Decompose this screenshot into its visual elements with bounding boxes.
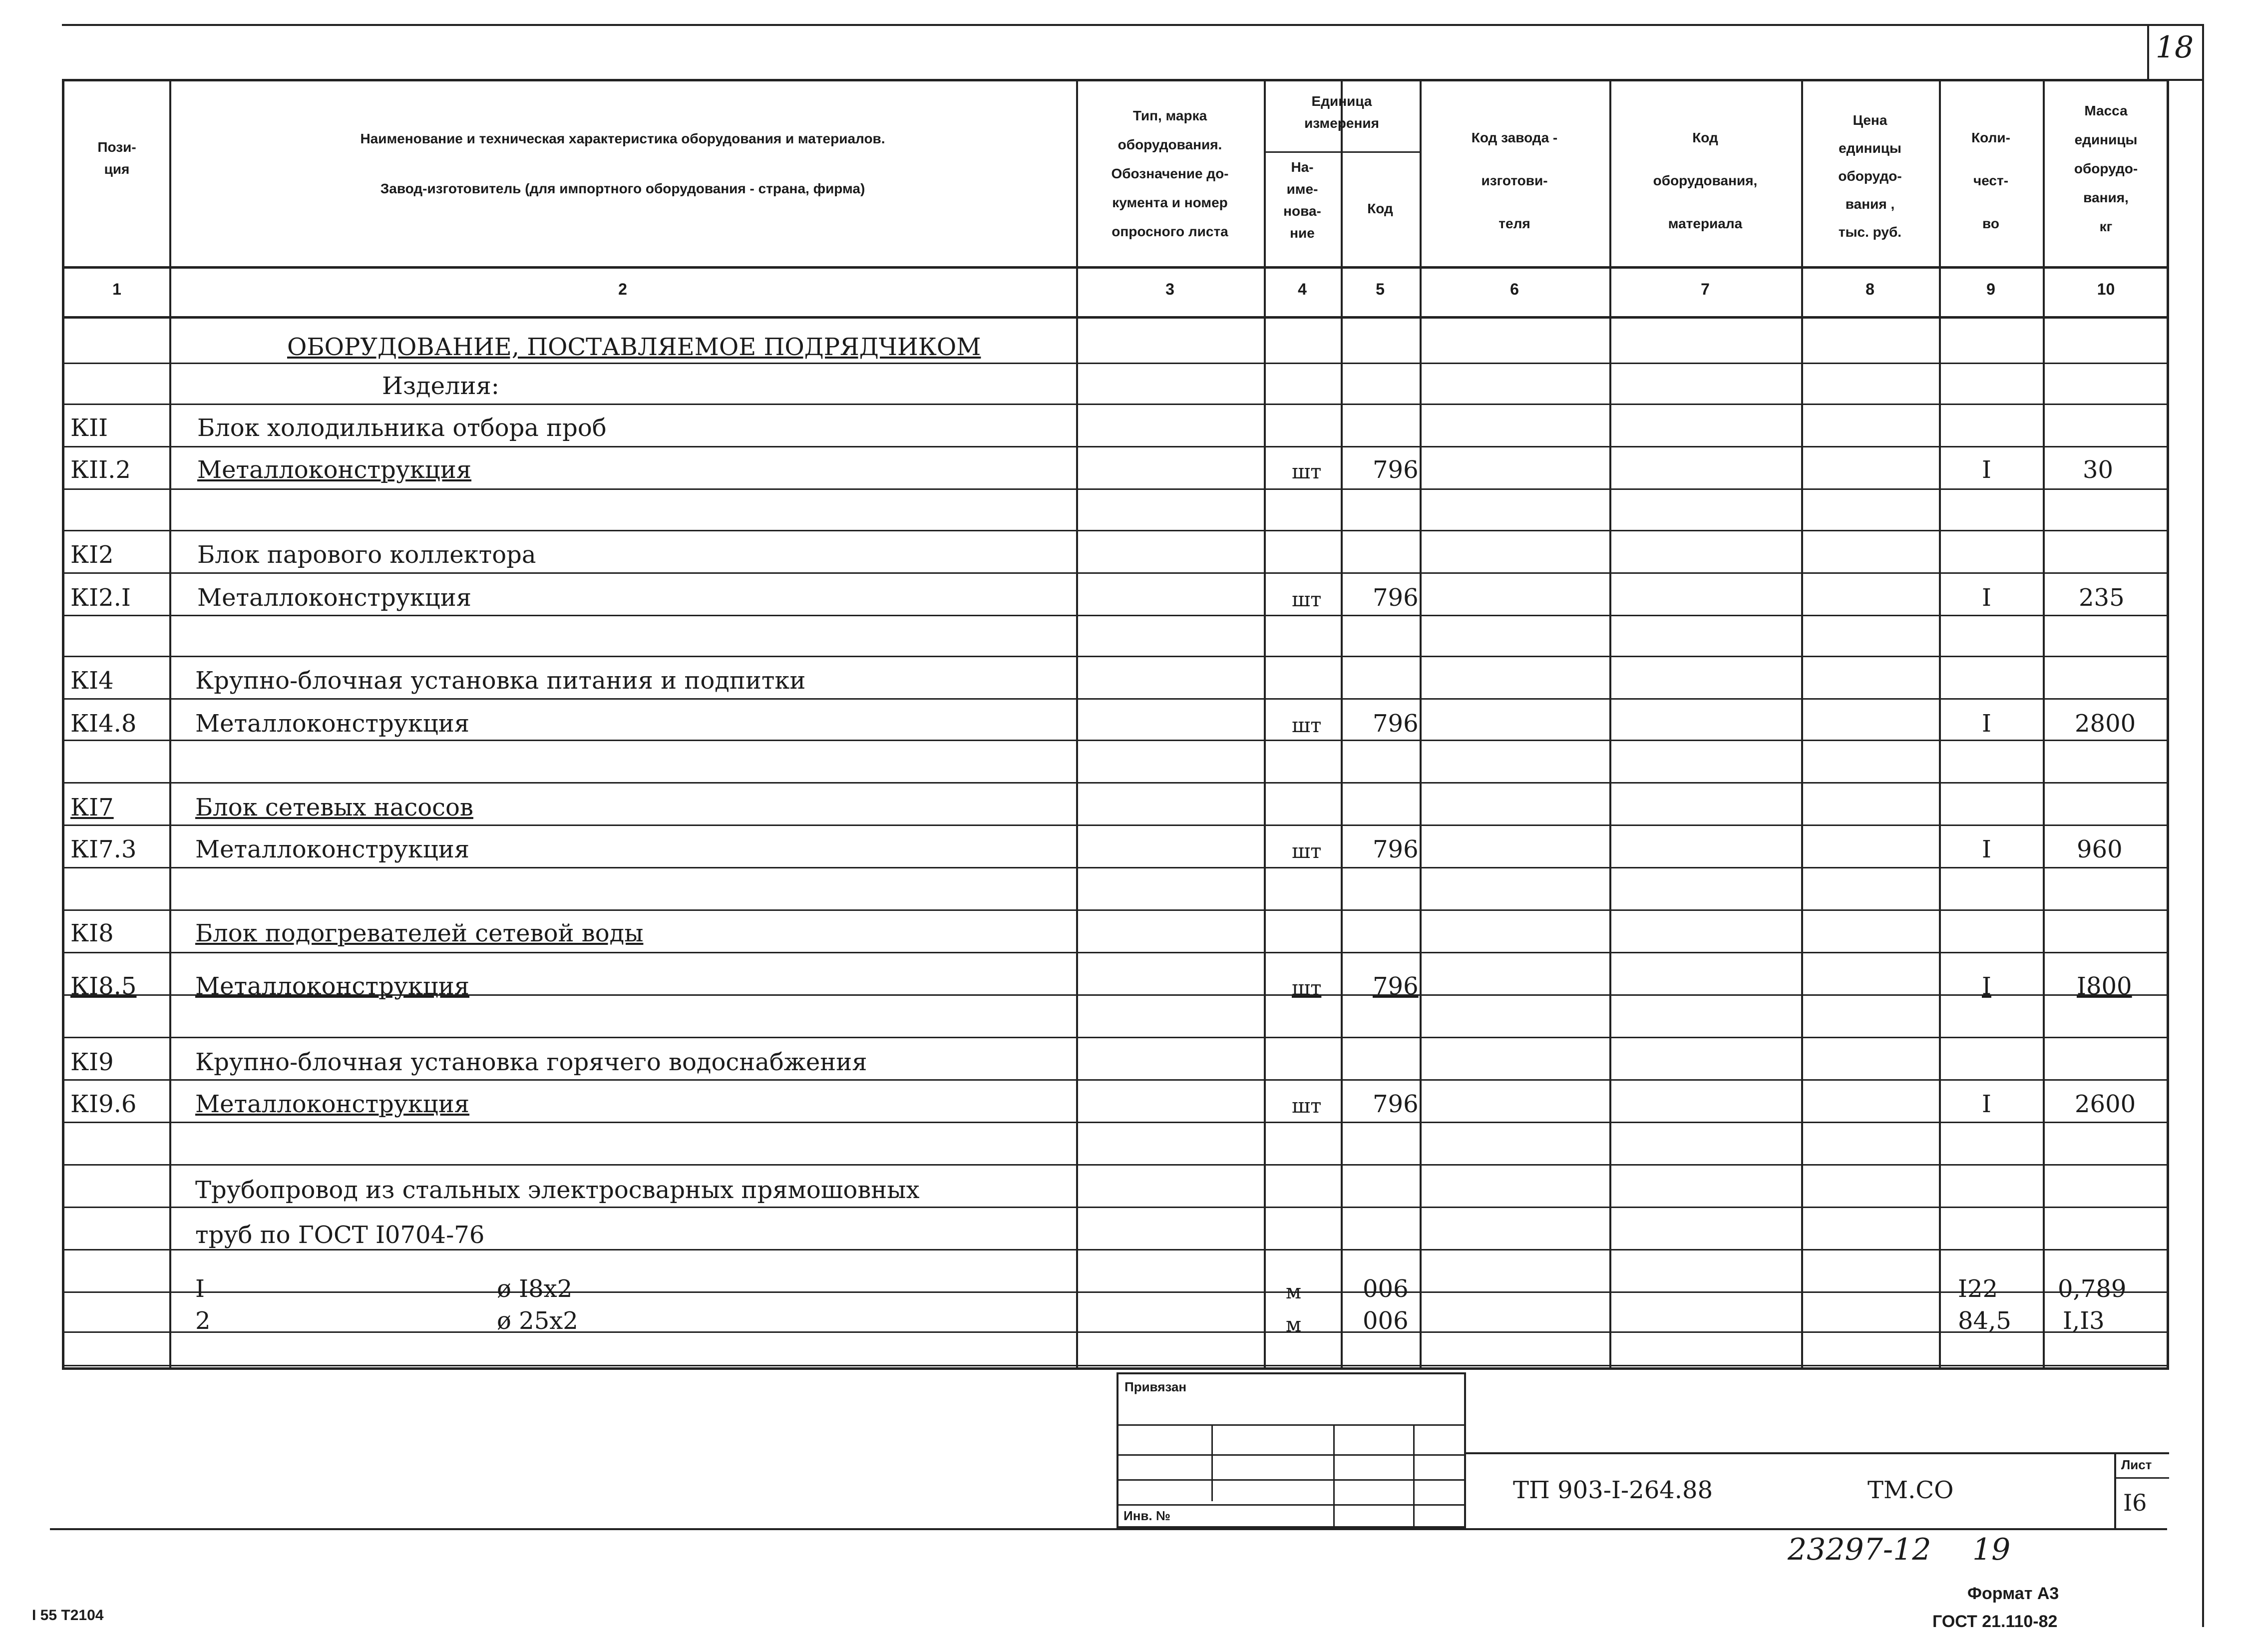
row-mass: 2800 — [2075, 710, 2136, 738]
col-number: 5 — [1376, 280, 1385, 298]
col-number: 9 — [1986, 280, 1995, 298]
row-line — [64, 1164, 2167, 1166]
header-maker-code: Код завода - изготови- теля — [1471, 130, 1558, 231]
row-position: КI9 — [70, 1048, 114, 1076]
row-name: Металлоконструкция — [195, 1090, 470, 1118]
stamp-vline — [1333, 1424, 1335, 1526]
row-unit: шт — [1292, 460, 1322, 483]
row-line — [64, 867, 2167, 868]
row-name: Металлоконструкция — [195, 972, 470, 1000]
stamp-line — [1119, 1424, 1464, 1426]
stamp-vline — [1211, 1424, 1213, 1501]
row-line — [64, 446, 2167, 447]
pipe-title-line1: Трубопровод из стальных электросварных прямошовных — [195, 1176, 920, 1204]
col-line — [1076, 81, 1078, 1367]
row-name: Блок сетевых насосов — [195, 794, 473, 822]
row-line — [64, 952, 2167, 953]
pipe-unit: м — [1286, 1280, 1302, 1303]
row-name: Металлоконструкция — [197, 456, 472, 484]
col-number: 8 — [1866, 280, 1874, 298]
row-line — [64, 530, 2167, 531]
unit-header-line — [1264, 151, 1420, 153]
header-price: Цена единицы оборудо- вания , тыс. руб. — [1838, 112, 1902, 240]
row-line — [64, 1291, 2167, 1293]
row-name: Металлоконструкция — [195, 835, 470, 863]
row-line — [64, 363, 2167, 364]
stamp-line — [1119, 1479, 1464, 1481]
pipe-mass: 0,789 — [2058, 1275, 2127, 1303]
doc-mark: ТМ.СО — [1868, 1476, 1954, 1504]
header-unit: Единица измерения — [1304, 93, 1379, 131]
corner-sheet-number: 18 — [2155, 30, 2194, 65]
header-unit-code: Код — [1367, 201, 1393, 216]
row-name: Металлоконструкция — [195, 710, 470, 738]
row-unit: шт — [1292, 977, 1322, 1000]
pipe-mass: I,I3 — [2063, 1307, 2105, 1335]
col-number: 10 — [2097, 280, 2115, 298]
handwritten-page: 19 — [1972, 1532, 2011, 1567]
col-number: 4 — [1298, 280, 1307, 298]
row-position: КI8 — [70, 919, 114, 947]
row-name: Блок парового коллектора — [197, 541, 536, 569]
row-unit: шт — [1292, 840, 1322, 863]
row-position: КI4.8 — [70, 710, 137, 738]
pipe-unit: м — [1286, 1313, 1302, 1336]
specification-table — [62, 79, 2169, 1370]
row-position: КII.2 — [70, 456, 131, 484]
row-code: 796 — [1373, 1090, 1419, 1118]
bound-label: Привязан — [1124, 1379, 1187, 1394]
row-line — [64, 740, 2167, 741]
row-qty: I — [1982, 972, 1991, 1000]
row-code: 796 — [1373, 456, 1419, 484]
row-position: КI2 — [70, 541, 114, 569]
row-line — [64, 782, 2167, 784]
row-qty: I — [1982, 1090, 1991, 1118]
stamp-line — [1119, 1504, 1464, 1506]
format-label: Формат А3 — [1967, 1584, 2059, 1603]
row-line — [64, 909, 2167, 911]
col-line — [169, 81, 171, 1367]
row-qty: I — [1982, 835, 1991, 863]
row-line — [64, 572, 2167, 574]
sheet-number: I6 — [2123, 1489, 2147, 1516]
row-line — [64, 1079, 2167, 1081]
row-line — [64, 615, 2167, 616]
col-line — [1939, 81, 1941, 1367]
col-number: 3 — [1165, 280, 1174, 298]
pipe-qty: I22 — [1958, 1275, 1998, 1303]
pipe-number: 2 — [195, 1307, 211, 1335]
pipe-code: 006 — [1363, 1307, 1409, 1335]
header-bottom-line — [64, 266, 2167, 269]
header-name-line1: Наименование и техническая характеристика оборудования и материалов. — [360, 131, 885, 146]
sheet-box-divider — [2114, 1477, 2169, 1479]
header-qty: Коли- чест- во — [1971, 130, 2010, 231]
row-mass: 235 — [2079, 584, 2125, 612]
row-qty: I — [1982, 710, 1991, 738]
row-mass: I800 — [2077, 972, 2132, 1000]
col-line — [2043, 81, 2045, 1367]
inv-label: Инв. № — [1123, 1508, 1170, 1523]
gost-label: ГОСТ 21.110-82 — [1932, 1612, 2058, 1631]
col-number: 7 — [1701, 280, 1710, 298]
handwritten-number: 23297-12 — [1788, 1532, 1931, 1567]
pipe-code: 006 — [1363, 1275, 1409, 1303]
row-code: 796 — [1373, 584, 1419, 612]
col-line — [1341, 81, 1343, 1367]
pipe-title-line2: труб по ГОСТ I0704-76 — [195, 1221, 485, 1249]
row-line — [64, 1331, 2167, 1333]
row-line — [64, 1122, 2167, 1123]
row-position: КI2.I — [70, 584, 131, 612]
row-position: КII — [70, 414, 108, 442]
frame-bottom — [50, 1528, 2167, 1530]
col-line — [1264, 81, 1266, 1367]
col-number: 1 — [112, 280, 121, 298]
col-line — [1420, 81, 1422, 1367]
row-name: Блок холодильника отбора проб — [197, 414, 607, 442]
row-mass: 2600 — [2075, 1090, 2136, 1118]
row-mass: 30 — [2083, 456, 2114, 484]
row-line — [64, 825, 2167, 826]
col-line — [1609, 81, 1611, 1367]
row-line — [64, 1365, 2167, 1366]
row-position: КI7 — [70, 794, 114, 822]
binding-stamp — [1117, 1372, 1466, 1528]
row-name: Крупно-блочная установка питания и подпитки — [195, 667, 806, 695]
row-code: 796 — [1373, 972, 1419, 1000]
numbers-bottom-line — [64, 316, 2167, 319]
row-unit: шт — [1292, 714, 1322, 737]
header-unit-name: На- име- нова- ние — [1283, 159, 1321, 241]
row-line — [64, 656, 2167, 657]
header-position: Пози- ция — [97, 139, 136, 177]
row-qty: I — [1982, 584, 1991, 612]
row-position: КI4 — [70, 667, 114, 695]
row-position: КI7.3 — [70, 835, 137, 863]
row-code: 796 — [1373, 835, 1419, 863]
col-line — [1801, 81, 1803, 1367]
frame-right — [2202, 24, 2204, 1627]
stamp-line — [1119, 1454, 1464, 1456]
row-unit: шт — [1292, 1095, 1322, 1118]
col-number: 2 — [618, 280, 627, 298]
row-unit: шт — [1292, 588, 1322, 611]
section-title: ОБОРУДОВАНИЕ, ПОСТАВЛЯЕМОЕ ПОДРЯДЧИКОМ — [287, 333, 981, 361]
pipe-qty: 84,5 — [1958, 1307, 2011, 1335]
header-type: Тип, марка оборудования. Обозначение до- кумента и номер опросного листа — [1111, 108, 1229, 239]
col-number: 6 — [1510, 280, 1519, 298]
pipe-number: I — [195, 1275, 205, 1303]
title-block-top — [1466, 1452, 2169, 1454]
row-line — [64, 404, 2167, 405]
row-mass: 960 — [2077, 835, 2123, 863]
stamp-vline — [1413, 1424, 1415, 1526]
row-position: КI8.5 — [70, 972, 137, 1000]
frame-top — [62, 24, 2204, 26]
row-position: КI9.6 — [70, 1090, 137, 1118]
row-code: 796 — [1373, 710, 1419, 738]
row-line — [64, 1037, 2167, 1038]
row-name: Металлоконструкция — [197, 584, 472, 612]
header-equip-code: Код оборудования, материала — [1653, 130, 1758, 231]
sheet-label: Лист — [2121, 1457, 2152, 1472]
header-mass: Масса единицы оборудо- вания, кг — [2074, 103, 2138, 234]
row-name: Крупно-блочная установка горячего водоснабжения — [195, 1048, 867, 1076]
row-line — [64, 1207, 2167, 1208]
subsection-title: Изделия: — [382, 372, 499, 400]
doc-code: ТП 903-I-264.88 — [1513, 1476, 1713, 1504]
row-line — [64, 698, 2167, 700]
pipe-size: ø 25х2 — [497, 1307, 578, 1335]
row-line — [64, 488, 2167, 490]
row-qty: I — [1982, 456, 1991, 484]
pipe-size: ø I8х2 — [497, 1275, 573, 1303]
print-code: I 55 Т2104 — [32, 1607, 104, 1624]
header-name-line2: Завод-изготовитель (для импортного оборудования - страна, фирма) — [380, 181, 865, 196]
row-name: Блок подогревателей сетевой воды — [195, 919, 644, 947]
